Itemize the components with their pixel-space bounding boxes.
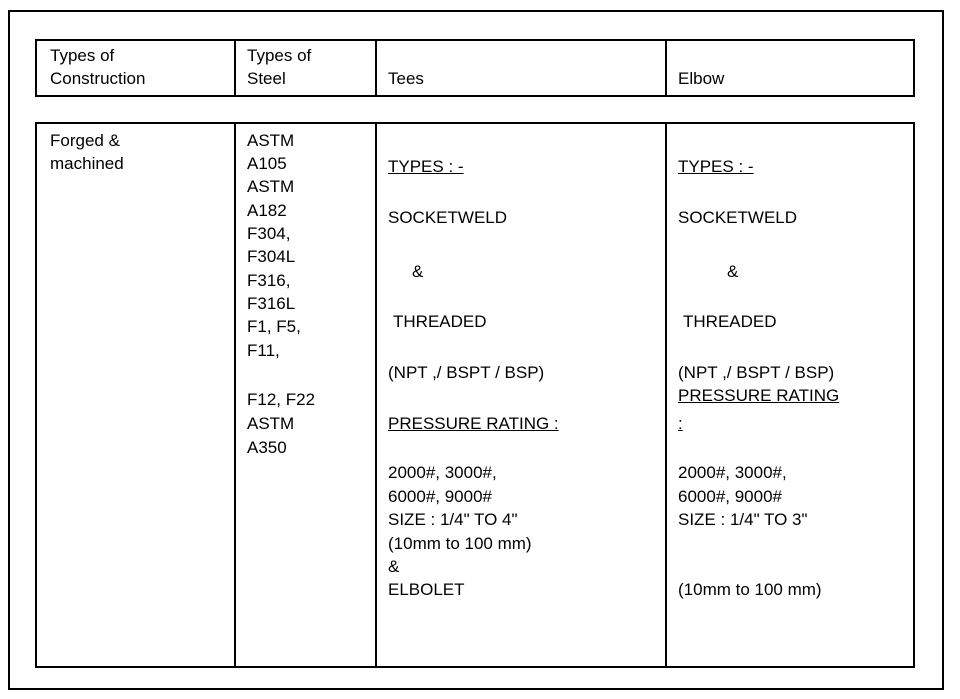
steel-item: ASTM — [247, 177, 295, 196]
steel-item: ASTM — [247, 414, 295, 433]
elbow-thread-types: (NPT ,/ BSPT / BSP) — [678, 363, 835, 382]
steel-item: A350 — [247, 438, 287, 457]
tees-thread-types: (NPT ,/ BSPT / BSP) — [388, 363, 545, 382]
elbow-pressure-heading-line-2: : — [678, 414, 683, 433]
steel-item: ASTM — [247, 131, 295, 150]
column-divider — [234, 39, 236, 97]
column-divider — [234, 122, 236, 668]
tees-pressure-heading: PRESSURE RATING : — [388, 414, 559, 433]
steel-item: F304L — [247, 247, 296, 266]
column-divider — [665, 122, 667, 668]
tees-elbolet: ELBOLET — [388, 580, 465, 599]
elbow-threaded: THREADED — [683, 312, 777, 331]
elbow-size-mm: (10mm to 100 mm) — [678, 580, 822, 599]
elbow-ampersand: & — [727, 262, 739, 281]
steel-item: F316L — [247, 294, 296, 313]
header-elbow: Elbow — [678, 69, 725, 88]
tees-size: SIZE : 1/4" TO 4" — [388, 510, 518, 529]
header-construction-line-2: Construction — [50, 69, 146, 88]
tees-ampersand: & — [412, 262, 424, 281]
steel-item: F11, — [247, 341, 280, 360]
table-header-row — [35, 39, 915, 97]
column-divider — [375, 122, 377, 668]
steel-item: A105 — [247, 154, 287, 173]
elbow-pressure-heading-line-1: PRESSURE RATING — [678, 386, 840, 405]
construction-line-1: Forged & — [50, 131, 120, 150]
elbow-rating-line: 2000#, 3000#, — [678, 463, 787, 482]
tees-types-heading: TYPES : - — [388, 157, 464, 176]
header-steel-line-2: Steel — [247, 69, 286, 88]
elbow-rating-line: 6000#, 9000# — [678, 487, 782, 506]
column-divider — [375, 39, 377, 97]
steel-item: F1, F5, — [247, 317, 301, 336]
elbow-socketweld: SOCKETWELD — [678, 208, 798, 227]
tees-rating-line: 2000#, 3000#, — [388, 463, 497, 482]
tees-size-mm: (10mm to 100 mm) — [388, 534, 532, 553]
tees-socketweld: SOCKETWELD — [388, 208, 508, 227]
elbow-types-heading: TYPES : - — [678, 157, 754, 176]
table-body-row — [35, 122, 915, 668]
header-construction-line-1: Types of — [50, 46, 115, 65]
steel-item: A182 — [247, 201, 287, 220]
steel-item: F304, — [247, 224, 291, 243]
tees-threaded: THREADED — [393, 312, 487, 331]
construction-line-2: machined — [50, 154, 124, 173]
column-divider — [665, 39, 667, 97]
header-tees: Tees — [388, 69, 424, 88]
steel-item: F316, — [247, 271, 291, 290]
tees-ampersand-2: & — [388, 557, 400, 576]
elbow-size: SIZE : 1/4" TO 3" — [678, 510, 808, 529]
tees-rating-line: 6000#, 9000# — [388, 487, 492, 506]
steel-item: F12, F22 — [247, 390, 316, 409]
header-steel-line-1: Types of — [247, 46, 312, 65]
